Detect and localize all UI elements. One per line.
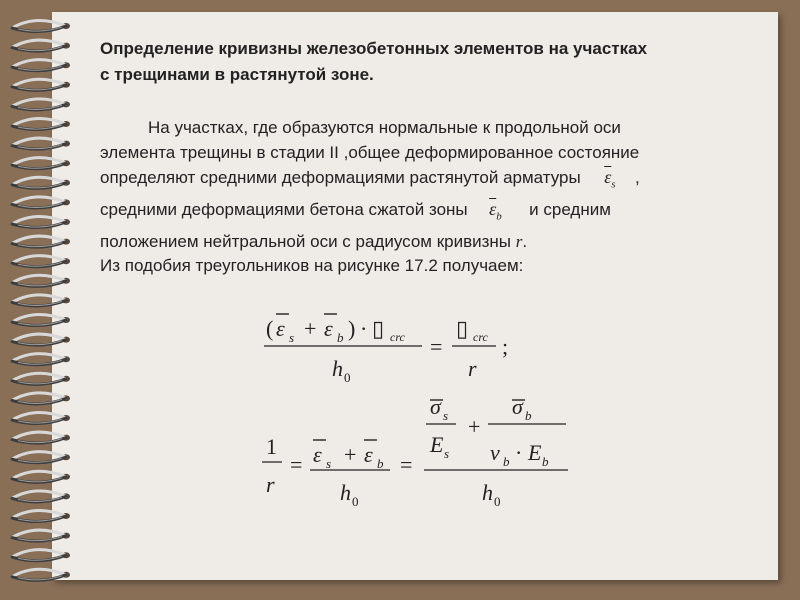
svg-text:h: h <box>482 480 493 505</box>
formula-2 <box>262 394 568 509</box>
body-line-1: На участках, где образуются нормальные к продольной оси <box>148 118 621 137</box>
svg-text:σ: σ <box>430 394 441 419</box>
epsilon-b-symbol: $\overline{\varepsilon}_b$ <box>489 199 502 223</box>
svg-text:E: E <box>430 432 444 457</box>
svg-text:0: 0 <box>494 494 501 509</box>
svg-text:ε: ε <box>364 442 373 467</box>
svg-text:▯: ▯ <box>456 316 469 341</box>
svg-text:=: = <box>430 334 443 359</box>
svg-text:;: ; <box>502 334 509 359</box>
svg-text:=: = <box>400 452 413 477</box>
svg-text:ν: ν <box>490 440 500 465</box>
svg-text:crc: crc <box>390 330 405 344</box>
svg-text:s: s <box>326 456 332 471</box>
svg-text:ε: ε <box>324 316 333 341</box>
heading-line-1: Определение кривизны железобетонных элементов на участках <box>100 39 648 58</box>
svg-text:s: s <box>443 408 449 423</box>
svg-text:b: b <box>377 456 384 471</box>
svg-text:(: ( <box>266 316 274 341</box>
svg-text:+: + <box>468 414 481 439</box>
svg-text:s: s <box>444 446 450 461</box>
svg-text:E: E <box>528 440 542 465</box>
formula-1 <box>264 314 508 385</box>
svg-text:ε: ε <box>313 442 322 467</box>
svg-text:b: b <box>525 408 532 423</box>
svg-text:σ: σ <box>512 394 523 419</box>
svg-text:b: b <box>503 454 510 469</box>
svg-text:s: s <box>289 330 295 345</box>
svg-text:1: 1 <box>266 434 277 459</box>
svg-text:r: r <box>468 356 477 381</box>
body-line-5: положением нейтральной оси с радиусом кривизны r. <box>100 231 528 251</box>
svg-text:): ) <box>348 316 356 341</box>
svg-text:ε: ε <box>276 316 285 341</box>
svg-text:=: = <box>290 452 303 477</box>
svg-text:b: b <box>337 330 344 345</box>
svg-text:crc: crc <box>473 330 488 344</box>
body-line-3: определяют средними деформациями растянутой арматуры $\overline{\varepsilon}_s$ , <box>100 167 640 191</box>
body-line-6: Из подобия треугольников на рисунке 17.2 получаем: <box>100 256 524 276</box>
svg-text:0: 0 <box>344 370 351 385</box>
body-line-4: средними деформациями бетона сжатой зоны $\overline{\varepsilon}_b$ и средним <box>100 199 611 223</box>
epsilon-s-symbol: $\overline{\varepsilon}_s$ <box>604 167 616 191</box>
svg-text:·: · <box>515 440 523 465</box>
svg-text:·: · <box>360 316 368 341</box>
svg-text:+: + <box>344 442 357 467</box>
svg-text:0: 0 <box>352 494 359 509</box>
svg-text:+: + <box>304 316 317 341</box>
svg-text:▯: ▯ <box>372 316 385 341</box>
svg-text:h: h <box>332 356 343 381</box>
svg-text:h: h <box>340 480 351 505</box>
body-line-2: элемента трещины в стадии II ,общее деформированное состояние <box>100 142 640 162</box>
svg-text:b: b <box>542 454 549 469</box>
heading-line-2: с трещинами в растянутой зоне. <box>100 65 374 84</box>
svg-text:r: r <box>266 472 275 497</box>
